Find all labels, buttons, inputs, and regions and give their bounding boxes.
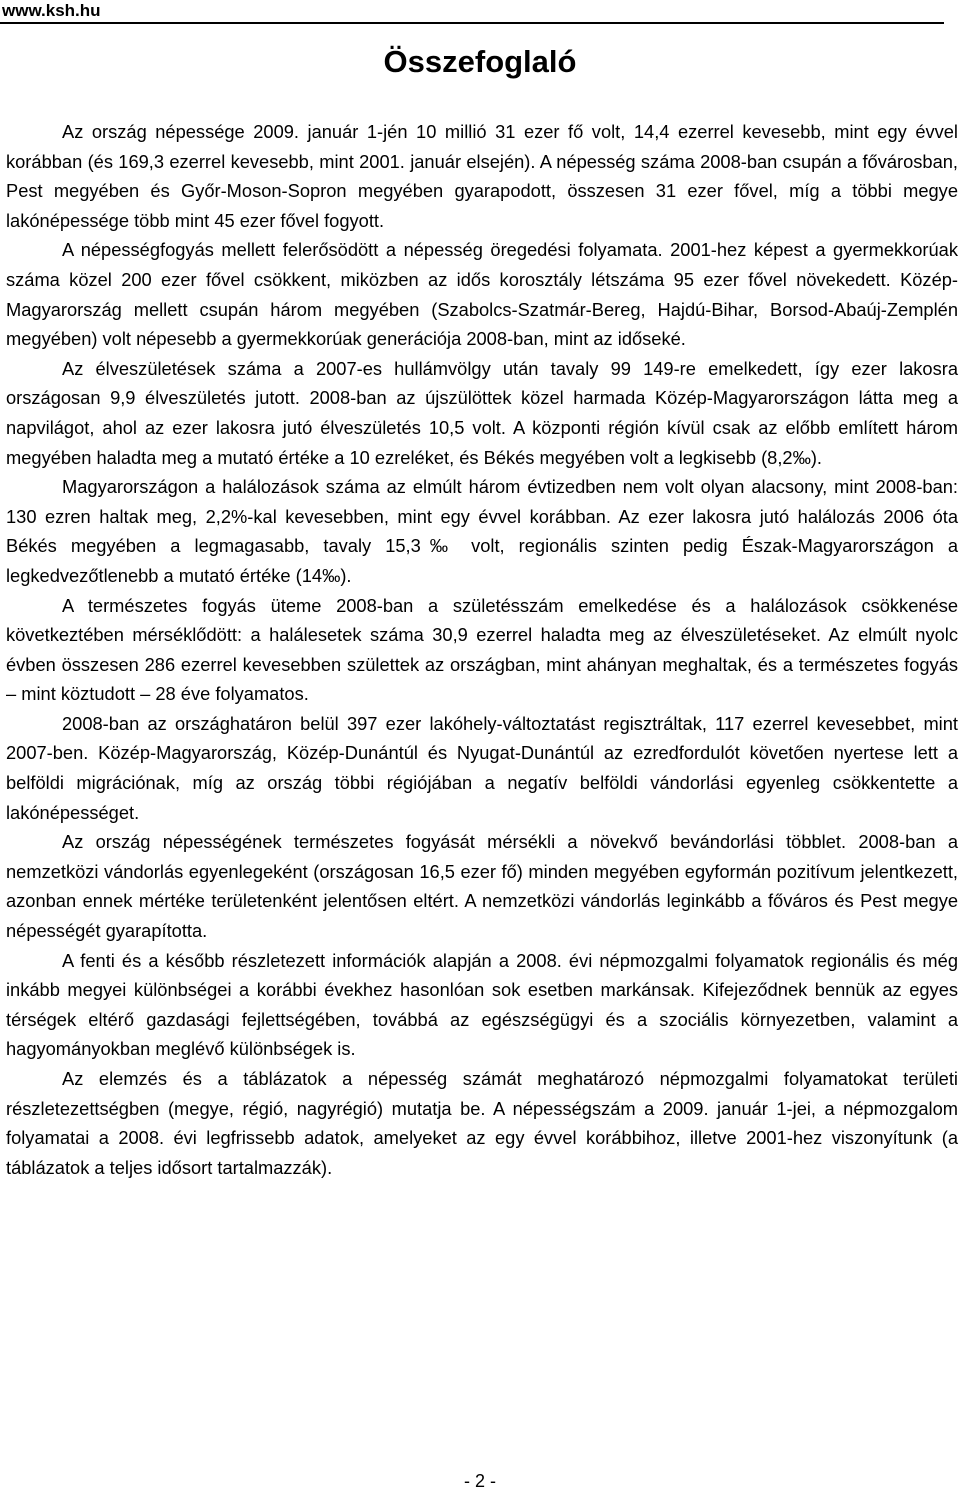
paragraph: Az ország népessége 2009. január 1-jén 10 millió 31 ezer fő volt, 14,4 ezerrel kevesebb, mint egy évvel korábban (és 169,3 ezerrel kevesebb, mint 2001. január elsején). A népesség száma 2008-ban csupán a fővárosban, Pest megyében és Győr-Moson-Sopron megyében gyarapodott, összesen 31 ezer fővel, míg a többi megye lakónépessége több mint 45 ezer fővel fogyott. [6, 121, 958, 231]
page-number: - 2 - [463, 1471, 496, 1491]
page-header [0, 0, 944, 24]
paragraph: Az elemzés és a táblázatok a népesség számát meghatározó népmozgalmi folyamatokat területi részletezettségben (megye, régió, nagyrégió) mutatja be. A népességszám a 2009. január 1-jei, a népmozgalom folyamatai a 2008. évi legfrissebb adatok, amelyeket az egy évvel korábbihoz, illetve 2001-hez viszonyítunk (a táblázatok a teljes idősort tartalmazzák). [6, 1068, 958, 1178]
paragraph: 2008-ban az országhatáron belül 397 ezer lakóhely-változtatást regisztráltak, 117 ezerrel kevesebbet, mint 2007-ben. Közép-Magyarország, Közép-Dunántúl és Nyugat-Dunántúl az ezredfordulót követően nyertese lett a belföldi migrációnak, míg az ország többi régiójában a negatív belföldi vándorlási egyenleg csökkentette a lakónépességet. [6, 712, 958, 823]
paragraph: Az élveszületések száma a 2007-es hullámvölgy után tavaly 99 149-re emelkedett, így ezer lakosra országosan 9,9 élveszületés jutott. 2008-ban az újszülöttek közel harmada Közép-Magyarországon látta meg a napvilágot, ahol az ezer lakosra jutó élveszületés 10,5 volt. A központi régión kívül csak az előbb említett három megyében haladta meg a mutató értéke a 10 ezreléket, és Békés megyében volt a legkisebb (8,2‰). [6, 357, 958, 468]
paragraph: A fenti és a később részletezett információk alapján a 2008. évi népmozgalmi folyamatok regionális és még inkább megyei különbségei a korábbi évekhez hasonlóan sok esetben markánsak. Kifejeződnek bennük az egyes térségek eltérő gazdasági fejlettségében, továbbá az egészségügyi és a szociális környezetben, valamint a hagyományokban meglévő különbségek is. [6, 949, 958, 1060]
paragraph: A természetes fogyás üteme 2008-ban a születésszám emelkedése és a halálozások csökkenése következtében mérséklődött: a halálesetek száma 30,9 ezerrel haladta meg az élveszületéseket. Az elmúlt nyolc évben összesen 286 ezerrel kevesebben születtek az országban, mint ahányan meghaltak, és a természetes fogyás – mint köztudott – 28 éve folyamatos. [6, 594, 958, 705]
paragraph: Az ország népességének természetes fogyását mérsékli a növekvő bevándorlási többlet. 2008-ban a nemzetközi vándorlás egyenlegeként (országosan 16,5 ezer fő) minden megyében egyformán pozitívum jelentkezett, azonban ennek mértéke területenként jelentősen eltért. A nemzetközi vándorlás leginkább a főváros és Pest megye népességét gyarapította. [6, 831, 958, 942]
page-title: Összefoglaló [383, 44, 577, 79]
document-body [6, 117, 958, 1182]
paragraph: Magyarországon a halálozások száma az elmúlt három évtizedben nem volt olyan alacsony, mint 2008-ban: 130 ezren haltak meg, 2,2%-kal kevesebben, mint egy évvel korábban. Az ezer lakosra jutó halálozás 2006 óta Békés megyében a legmagasabb, tavaly 15,3‰ volt, regionális szinten pedig Észak-Magyarországon a legkedvezőtlenebb a mutató értéke (14‰). [6, 476, 958, 586]
paragraph: A népességfogyás mellett felerősödött a népesség öregedési folyamata. 2001-hez képest a gyermekkorúak száma közel 200 ezer fővel csökkent, miközben az idős korosztály létszáma 95 ezer fővel növekedett. Közép-Magyarország mellett csupán három megyében (Szabolcs-Szatmár-Bereg, Hajdú-Bihar, Borsod-Abaúj-Zemplén megyében) volt népesebb a gyermekkorúak generációja 2008-ban, mint az időseké. [6, 239, 958, 350]
site-link[interactable]: www.ksh.hu [2, 1, 101, 20]
